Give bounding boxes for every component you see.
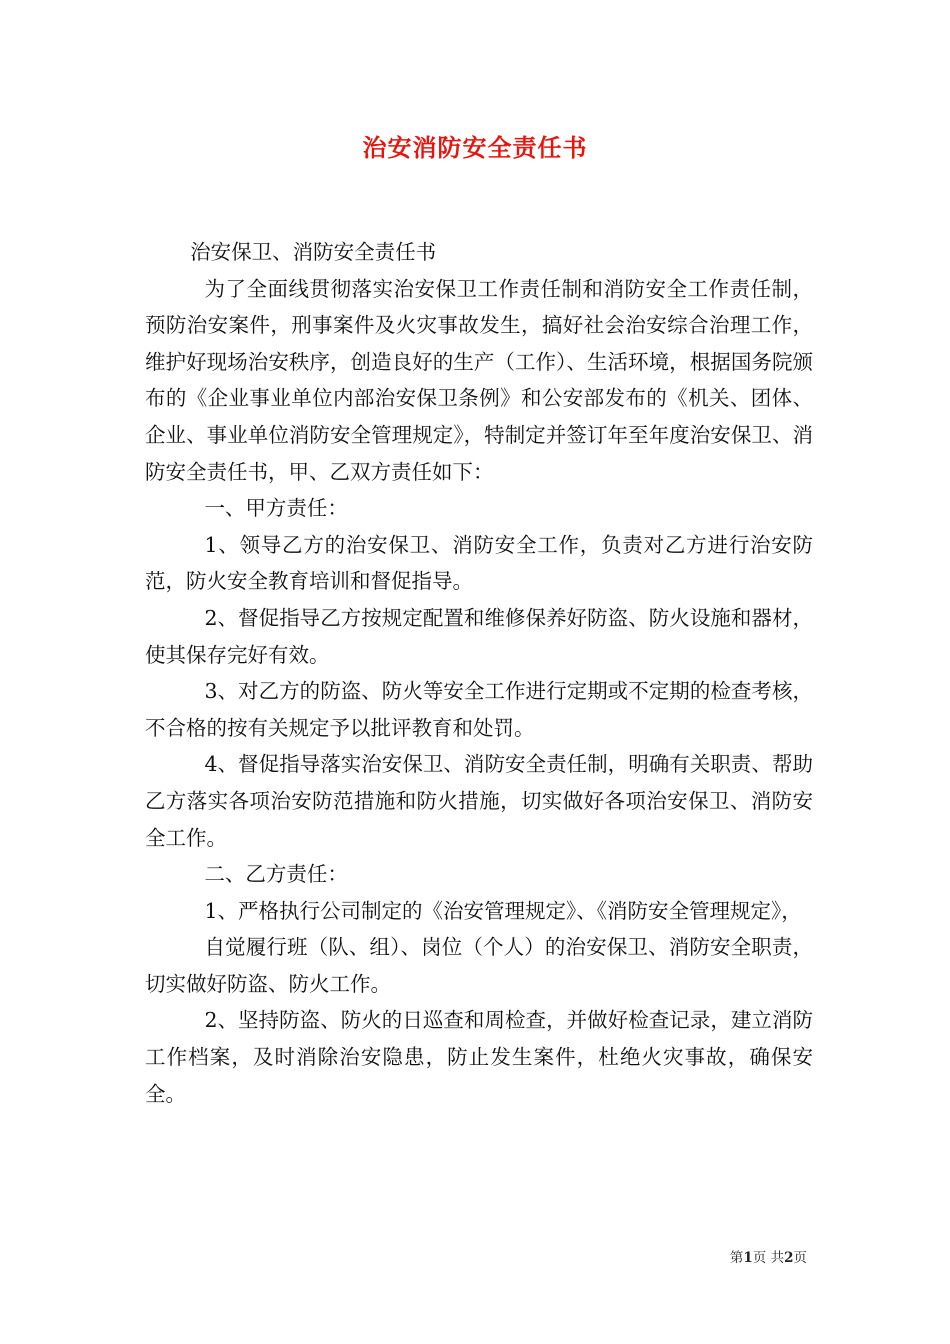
- document-title: 治安消防安全责任书: [362, 133, 588, 162]
- footer-suffix: 页: [793, 1250, 807, 1266]
- intro-paragraph: 为了全面线贯彻落实治安保卫工作责任制和消防安全工作责任制，预防治安案件，刑事案件及火灾事故发生，搞好社会治安综合治理工作，维护好现场治安秩序，创造良好的生产（工作）、生活环境，根据国务院颁布的《企业事业单位内部治安保卫条例》和公安部发布的《机关、团体、企业、事业单位消防安全管理规定》，特制定并签订年至年度治安保卫、消防安全责任书，甲、乙双方责任如下：: [145, 276, 813, 484]
- party-b-item-1: 1、严格执行公司制定的《治安管理规定》、《消防安全管理规定》，: [204, 898, 802, 923]
- party-a-item-1: 1、领导乙方的治安保卫、消防安全工作，负责对乙方进行治安防范，防火安全教育培训和督促指导。: [145, 532, 813, 594]
- party-b-item-1-continued: 自觉履行班（队、组）、岗位（个人）的治安保卫、消防安全职责，切实做好防盗、防火工作。: [145, 935, 813, 996]
- section-heading-party-a: 一、甲方责任：: [204, 496, 348, 521]
- footer-middle: 页 共: [752, 1250, 785, 1266]
- section-heading-party-b: 二、乙方责任：: [204, 862, 348, 887]
- party-a-item-4: 4、督促指导落实治安保卫、消防安全责任制，明确有关职责、帮助乙方落实各项治安防范措施和防火措施，切实做好各项治安保卫、消防安全工作。: [145, 752, 813, 850]
- footer-current-page: 1: [743, 1250, 753, 1266]
- footer-prefix: 第: [729, 1250, 744, 1266]
- page-number-footer: [730, 1246, 807, 1266]
- document-body: [145, 234, 813, 1112]
- party-a-item-2: 2、督促指导乙方按规定配置和维修保养好防盗、防火设施和器材，使其保存完好有效。: [145, 605, 813, 667]
- party-a-item-3: 3、对乙方的防盗、防火等安全工作进行定期或不定期的检查考核，不合格的按有关规定予以批评教育和处罚。: [145, 679, 813, 740]
- document-subtitle: 治安保卫、消防安全责任书: [190, 240, 437, 264]
- footer-total-pages: 2: [784, 1250, 794, 1266]
- party-b-item-2: 2、坚持防盗、防火的日巡查和周检查，并做好检查记录，建立消防工作档案，及时消除治安隐患，防止发生案件，杜绝火灾事故，确保安全。: [145, 1008, 813, 1106]
